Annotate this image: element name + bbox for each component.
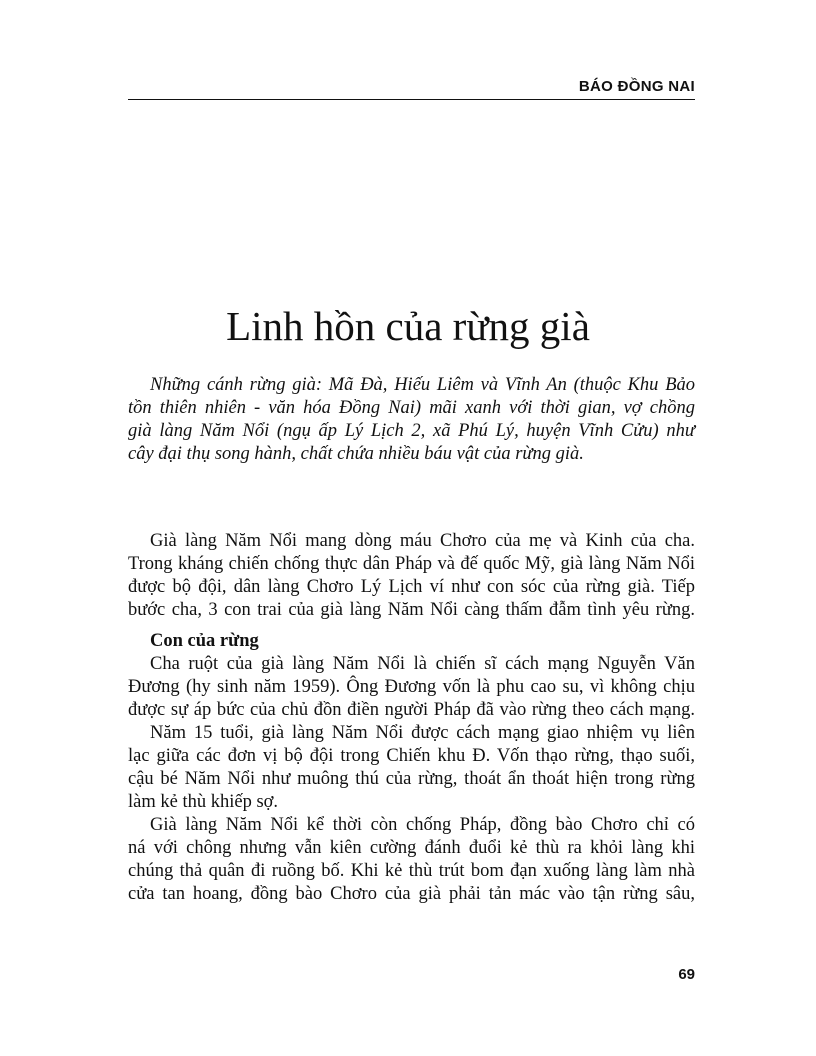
section-body (128, 630, 695, 906)
article-title: Linh hồn của rừng già (226, 303, 590, 349)
section-subheading: Con của rừng (150, 631, 259, 651)
text-line: cậu bé Năm Nổi như muông thú của rừng, thoát ẩn thoát hiện trong rừng (128, 769, 695, 789)
paragraph-1 (128, 530, 695, 622)
text-line: Đương (hy sinh năm 1959). Ông Đương vốn là phu cao su, vì không chịu (128, 677, 695, 697)
intro-line: Những cánh rừng già: Mã Đà, Hiếu Liêm và Vĩnh An (thuộc Khu Bảo (150, 375, 695, 395)
running-header: BÁO ĐỒNG NAI (578, 78, 695, 95)
article-intro (128, 374, 695, 466)
text-line: được bộ đội, dân làng Chơro Lý Lịch ví như con sóc của rừng già. Tiếp (128, 577, 695, 597)
header-rule (128, 99, 695, 100)
text-line: Già làng Năm Nổi mang dòng máu Chơro của mẹ và Kinh của cha. (150, 531, 695, 551)
intro-line: tồn thiên nhiên - văn hóa Đồng Nai) mãi xanh với thời gian, vợ chồng (128, 398, 695, 418)
text-line: bước cha, 3 con trai của già làng Năm Nổi càng thấm đẫm tình yêu rừng. (128, 600, 695, 620)
text-line: cửa tan hoang, đồng bào Chơro của già phải tản mác vào tận rừng sâu, (128, 884, 695, 904)
text-line: ná với chông nhưng vẫn kiên cường đánh đuổi kẻ thù ra khỏi làng khi (128, 838, 695, 858)
text-line: được sự áp bức của chủ đồn điền người Pháp đã vào rừng theo cách mạng. (128, 700, 695, 720)
text-line: Già làng Năm Nổi kể thời còn chống Pháp, đồng bào Chơro chỉ có (150, 815, 695, 835)
intro-line: cây đại thụ song hành, chất chứa nhiều báu vật của rừng già. (128, 444, 584, 464)
intro-line: già làng Năm Nổi (ngụ ấp Lý Lịch 2, xã Phú Lý, huyện Vĩnh Cửu) như (128, 421, 695, 441)
text-line: làm kẻ thù khiếp sợ. (128, 792, 279, 812)
text-line: Trong kháng chiến chống thực dân Pháp và đế quốc Mỹ, già làng Năm Nổi (128, 554, 695, 574)
text-line: Cha ruột của già làng Năm Nổi là chiến sĩ cách mạng Nguyễn Văn (150, 654, 695, 674)
text-line: Năm 15 tuổi, già làng Năm Nổi được cách mạng giao nhiệm vụ liên (150, 723, 695, 743)
text-line: chúng thả quân đi ruồng bố. Khi kẻ thù trút bom đạn xuống làng làm nhà (128, 861, 695, 881)
page-number: 69 (678, 966, 695, 983)
text-line: lạc giữa các đơn vị bộ đội trong Chiến khu Đ. Vốn thạo rừng, thạo suối, (128, 746, 695, 766)
